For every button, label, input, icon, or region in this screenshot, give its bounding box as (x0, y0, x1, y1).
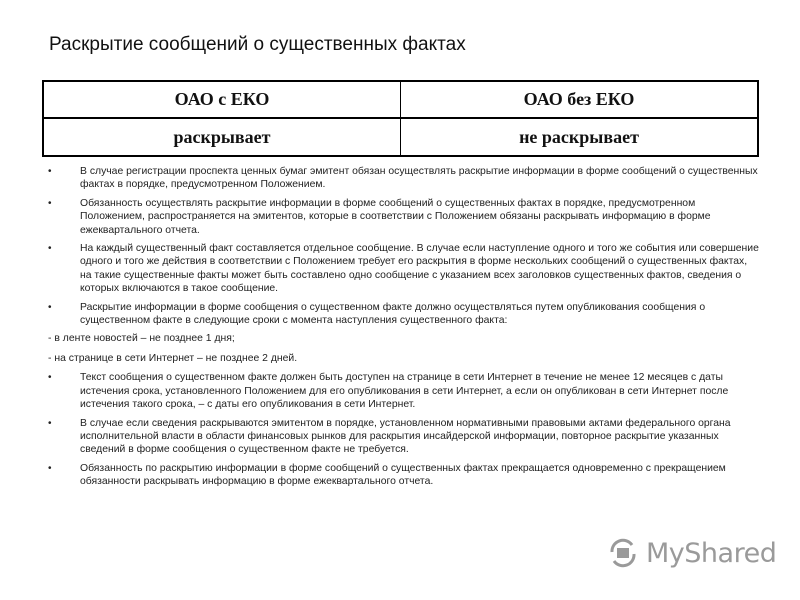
slide-title: Раскрытие сообщений о существенных фактах (49, 34, 466, 55)
comparison-table (42, 80, 759, 157)
list-item-text: Обязанность по раскрытию информации в форме сообщений о существенных фактах прекращается одновременно с прекращением обязанности раскрывать информацию в форме ежеквартального отчета. (80, 462, 726, 488)
value-not-discloses: не раскрывает (401, 118, 759, 156)
bullet-mark: • (48, 197, 52, 209)
watermark-logo (606, 536, 776, 570)
bullet-mark: • (48, 166, 52, 177)
list-item (48, 301, 760, 328)
table-value-row (43, 118, 758, 156)
header-oao-without-eko: ОАО без ЕКО (401, 81, 759, 118)
table-header-row (43, 81, 758, 118)
list-item (48, 462, 760, 489)
list-item-text: В случае если сведения раскрываются эмитентом в порядке, установленном нормативными правовыми актами федерального органа исполнительной власти в области финансовых рынков для раскрытия инсайдерской информации, повторное раскрытие указанных сведений в форме сообщения о существенном факте не требуется. (80, 417, 731, 456)
header-oao-with-eko: ОАО с ЕКО (43, 81, 401, 118)
myshared-logo-icon (606, 536, 640, 570)
bullet-mark: • (48, 301, 52, 313)
bullet-mark: • (48, 243, 52, 255)
body-text (48, 165, 760, 494)
bullet-mark: • (48, 462, 52, 474)
value-discloses: раскрывает (43, 118, 401, 156)
bullet-mark: • (48, 372, 52, 384)
dash-line: - на странице в сети Интернет – не позднее 2 дней. (48, 352, 298, 364)
bullet-mark: • (48, 417, 52, 429)
list-item (48, 417, 760, 457)
dash-line: - в ленте новостей – не позднее 1 дня; (48, 333, 235, 345)
list-item-text: Текст сообщения о существенном факте должен быть доступен на странице в сети Интернет в течение не менее 12 месяцев с даты истечения срока, установленного Положением для его опубликования в сети Интернет, а если он опубликован в сети Интернет после истечения такого срока, – с даты его опубликования в сети Интернет. (80, 372, 729, 411)
list-item (48, 165, 760, 192)
list-item (48, 242, 760, 296)
list-item-text: Раскрытие информации в форме сообщения о существенном факте должно осуществляться путем опубликования сообщения о существенном факте в следующие сроки с момента наступления существенного факта: (80, 301, 706, 327)
list-item-text: На каждый существенный факт составляется отдельное сообщение. В случае если наступление одного и того же события или совершение одного и того же действия в соответствии с Положением требует его раскрытия в форме нескольких сообщений о существенных фактах, на такие существенные факты может быть составлено одно сообщение с указанием всех заголовков существенных фактов, сведения о которых включаются в такое сообщение. (80, 243, 759, 295)
list-item-text: В случае регистрации проспекта ценных бумаг эмитент обязан осуществлять раскрытие информации в форме сообщений о существенных фактах в порядке, предусмотренном Положением. (80, 166, 758, 191)
list-item-text: Обязанность осуществлять раскрытие информации в форме сообщений о существенных фактах в порядке, предусмотренном Положением, распространяется на эмитентов, которые в соответствии с Положением обязаны раскрывать информацию в форме ежеквартального отчета. (80, 197, 711, 236)
watermark-text: MyShared (646, 537, 777, 569)
list-item (48, 371, 760, 411)
list-item (48, 197, 760, 237)
